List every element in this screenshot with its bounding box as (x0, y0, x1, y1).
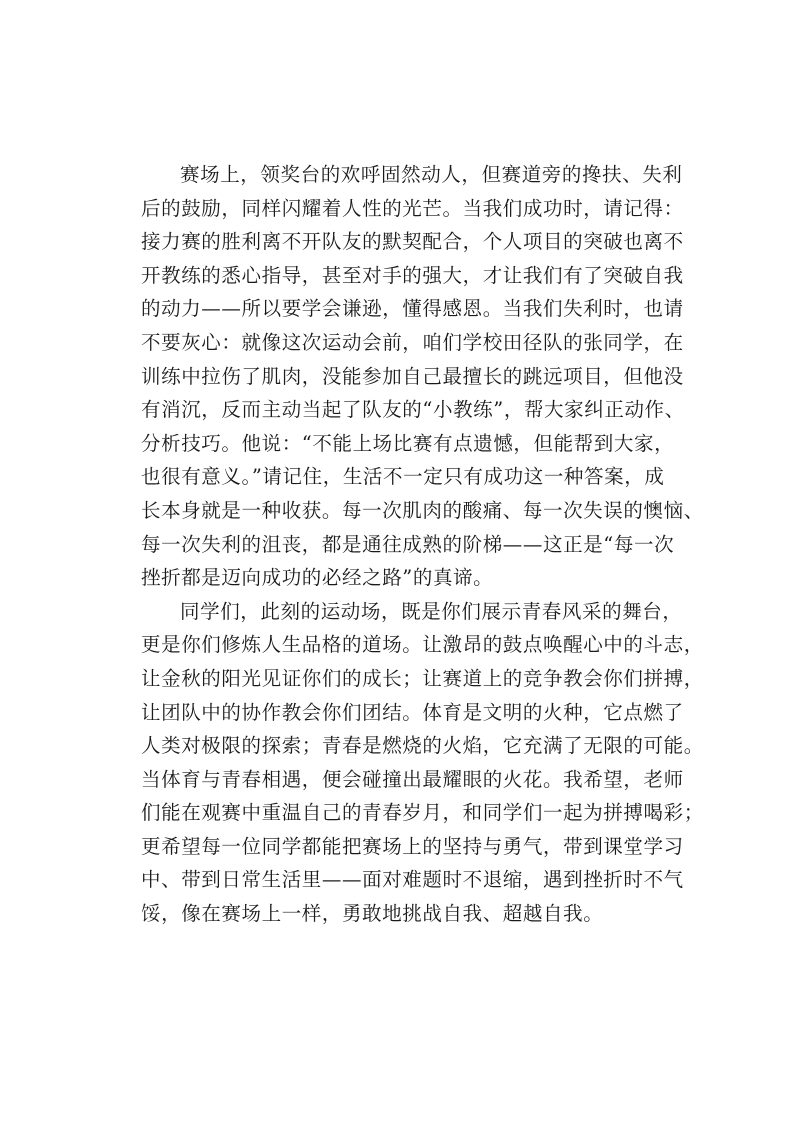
text-line: 的动力——所以要学会谦逊，懂得感恩。当我们失利时，也请 (141, 297, 684, 321)
text-line: 人类对极限的探索；青春是燃烧的火焰，它充满了无限的可能。 (141, 734, 704, 758)
text-line: 当体育与青春相遇，便会碰撞出最耀眼的火花。我希望，老师 (141, 767, 684, 791)
text-line: 分析技巧。他说：“不能上场比赛有点遗憾，但能帮到大家， (141, 431, 675, 455)
text-line: 每一次失利的沮丧，都是通往成熟的阶梯——这正是“每一次 (141, 532, 675, 556)
text-line: 更是你们修炼人生品格的道场。让激昂的鼓点唤醒心中的斗志， (141, 633, 704, 657)
paragraph-1 (102, 158, 704, 595)
text-line: 中、带到日常生活里——面对难题时不退缩，遇到挫折时不气 (141, 868, 684, 892)
text-line: 接力赛的胜利离不开队友的默契配合，个人项目的突破也离不 (141, 230, 684, 254)
text-line: 不要灰心：就像这次运动会前，咱们学校田径队的张同学，在 (141, 330, 684, 354)
text-line: 更希望每一位同学都能把赛场上的坚持与勇气，带到课堂学习 (141, 834, 684, 858)
text-line: 长本身就是一种收获。每一次肌肉的酸痛、每一次失误的懊恼、 (141, 498, 704, 522)
text-line: 也很有意义。”请记住，生活不一定只有成功这一种答案，成 (141, 465, 665, 489)
text-line: 训练中拉伤了肌肉，没能参加自己最擅长的跳远项目，但他没 (141, 364, 684, 388)
text-line: 开教练的悉心指导，甚至对手的强大，才让我们有了突破自我 (141, 263, 684, 287)
text-line: 让金秋的阳光见证你们的成长；让赛道上的竞争教会你们拼搏， (141, 666, 704, 690)
text-line: 挫折都是迈向成功的必经之路”的真谛。 (141, 566, 494, 590)
text-line: 同学们，此刻的运动场，既是你们展示青春风采的舞台， (180, 599, 683, 623)
paragraph-2 (102, 595, 704, 931)
body-text (102, 158, 704, 931)
text-line: 赛场上，领奖台的欢呼固然动人，但赛道旁的搀扶、失利 (180, 163, 683, 186)
text-line: 有消沉，反而主动当起了队友的“小教练”，帮大家纠正动作、 (141, 398, 685, 422)
text-line: 后的鼓励，同样闪耀着人性的光芒。当我们成功时，请记得： (141, 196, 684, 220)
text-line: 们能在观赛中重温自己的青春岁月，和同学们一起为拼搏喝彩； (141, 801, 704, 825)
text-line: 馁，像在赛场上一样，勇敢地挑战自我、超越自我。 (141, 902, 604, 926)
text-line: 让团队中的协作教会你们团结。体育是文明的火种，它点燃了 (141, 700, 684, 724)
